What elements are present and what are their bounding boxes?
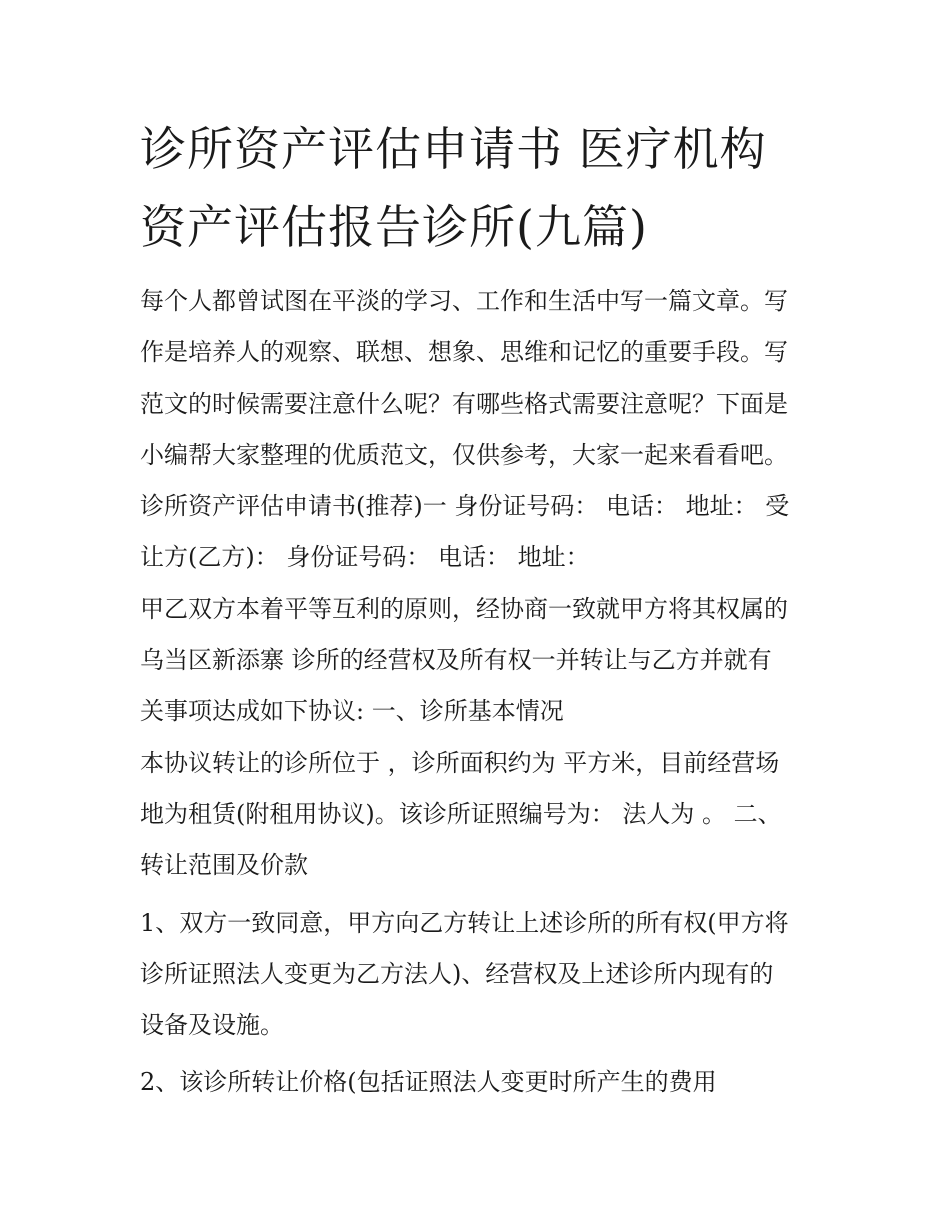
- body-line: 1、双方一致同意，甲方向乙方转让上述诊所的所有权(甲方将: [140, 908, 789, 937]
- body-line: 每个人都曾试图在平淡的学习、工作和生活中写一篇文章。写: [140, 287, 788, 315]
- document-title: [140, 110, 820, 266]
- body-line: 让方(乙方)： 身份证号码： 电话： 地址：: [140, 543, 590, 572]
- body-line: 转让范围及价款: [140, 851, 308, 880]
- body-line: 诊所资产评估申请书(推荐)一 身份证号码： 电话： 地址： 受: [140, 492, 790, 521]
- title-line: 诊所资产评估申请书 医疗机构: [140, 122, 767, 176]
- document-body: [140, 276, 820, 1109]
- document-page: [140, 110, 820, 1109]
- body-line: 诊所证照法人变更为乙方法人)、经营权及上述诊所内现有的: [140, 959, 774, 988]
- body-line: 地为租赁(附租用协议)。该诊所证照编号为： 法人为 。 二、: [140, 799, 782, 828]
- body-line: 2、该诊所转让价格(包括证照法人变更时所产生的费用: [140, 1068, 717, 1097]
- body-line: 小编帮大家整理的优质范文，仅供参考，大家一起来看看吧。: [140, 440, 788, 469]
- body-line: 关事项达成如下协议: 一、诊所基本情况: [140, 697, 564, 726]
- body-line: 本协议转让的诊所位于 ，诊所面积约为 平方米，目前经营场: [140, 748, 780, 777]
- body-line: 作是培养人的观察、联想、想象、思维和记忆的重要手段。写: [140, 338, 788, 367]
- title-line: 资产评估报告诊所(九篇): [140, 200, 648, 254]
- body-line: 乌当区新添寨 诊所的经营权及所有权一并转让与乙方并就有: [140, 646, 772, 675]
- body-line: 范文的时候需要注意什么呢？有哪些格式需要注意呢？下面是: [140, 389, 788, 418]
- body-line: 甲乙双方本着平等互利的原则，经协商一致就甲方将其权属的: [140, 594, 788, 623]
- body-line: 设备及设施。: [140, 1011, 284, 1040]
